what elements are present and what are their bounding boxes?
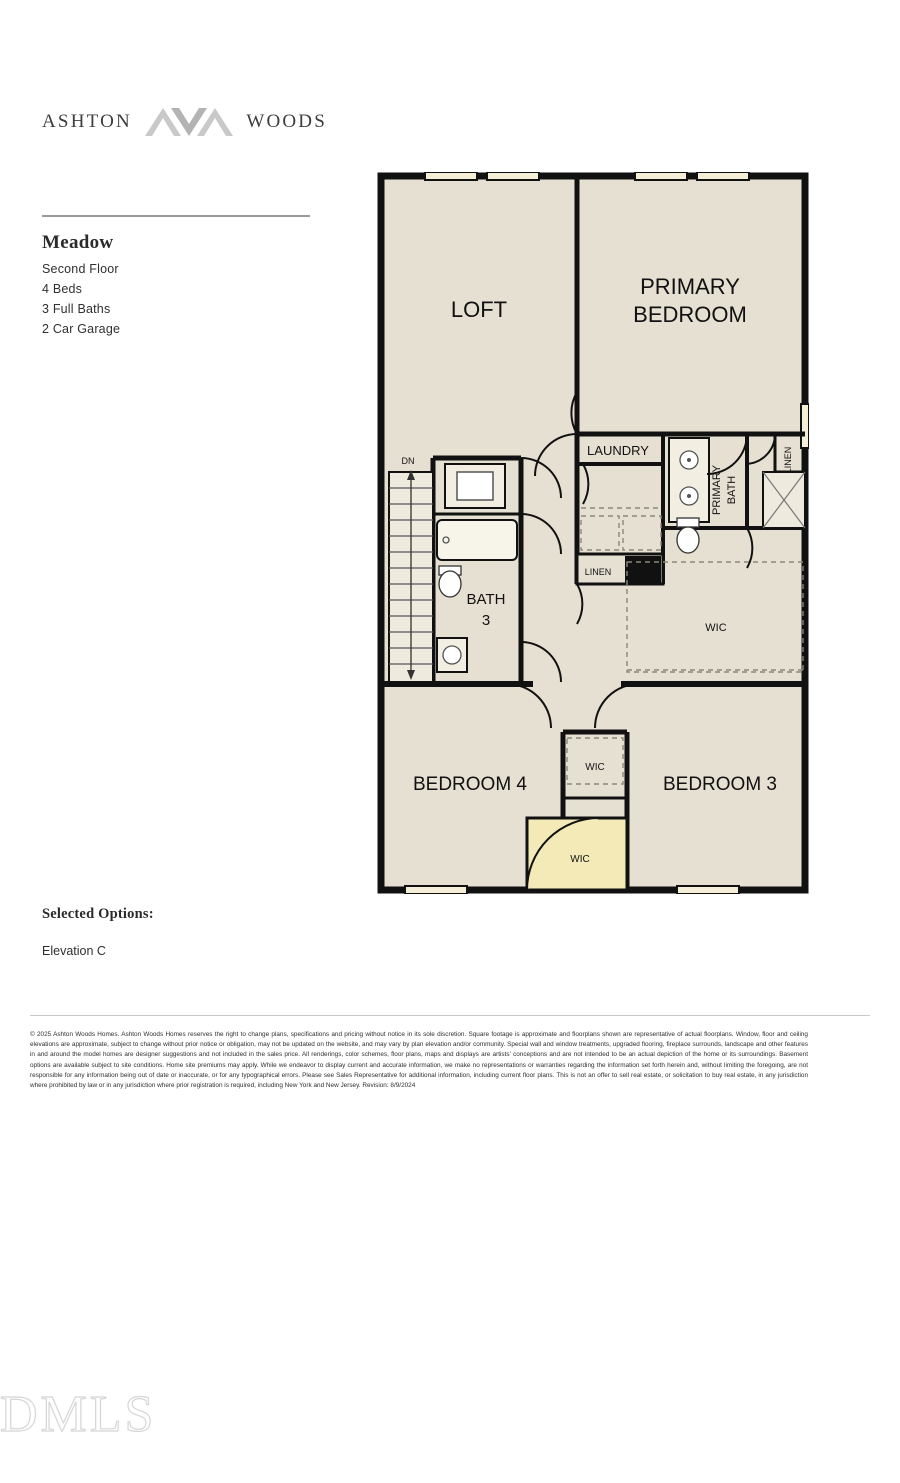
plan-baths: 3 Full Baths [42, 302, 111, 316]
room-label-laundry: LAUNDRY [587, 443, 649, 458]
room-label-primary: PRIMARY [640, 274, 740, 299]
plan-floor: Second Floor [42, 262, 119, 276]
room-label-bath3: BATH [466, 591, 506, 608]
brand-left-word: ASHTON [42, 111, 132, 132]
room-label-primary-bath-2: BATH [726, 475, 738, 505]
selected-options-title: Selected Options: [42, 906, 154, 922]
room-label-bedroom4: BEDROOM 4 [412, 774, 528, 795]
room-label-wic-lower: WIC [570, 854, 590, 865]
room-label-wic-primary: WIC [705, 622, 727, 634]
plan-info [42, 232, 342, 342]
divider-rule [42, 215, 310, 217]
label-dn: DN [401, 456, 415, 466]
footer-divider [30, 1015, 870, 1016]
room-label-primary-bedroom: BEDROOM [633, 302, 747, 327]
room-label-bedroom3: BEDROOM 3 [662, 774, 778, 795]
room-label-bath3-num: 3 [481, 612, 491, 629]
aw-monogram-icon [141, 102, 237, 142]
stairs [389, 470, 433, 684]
room-label-loft: LOFT [450, 297, 508, 322]
plan-beds: 4 Beds [42, 282, 83, 296]
watermark: DMLS [0, 1386, 157, 1443]
room-label-linen-upper: LINEN [783, 446, 793, 474]
selected-option-item: Elevation C [42, 944, 106, 958]
floorplan-diagram [377, 172, 809, 894]
room-label-wic-upper: WIC [585, 762, 605, 773]
room-label-linen-lower: LINEN [584, 567, 612, 577]
brand-logo [42, 100, 327, 144]
plan-garage: 2 Car Garage [42, 322, 121, 336]
page-title: Meadow [42, 232, 114, 253]
legal-disclaimer: © 2025 Ashton Woods Homes. Ashton Woods Homes reserves the right to change plans, specifications and pricing without notice in its sole discretion. Square footage is approximate and floorplans shown are representative of actual floorplans. Window, floor and ceiling elevations are approximate, subject to change without prior notice or obligation, may not be updated on the website, and may vary by plan elevation and/or community. Special wall and window treatments, upgraded flooring, fireplace surrounds, landscape and other features in and around the model homes are designer suggestions and not included in the sales price. All renderings, color schemes, floor plans, maps and displays are artists' conceptions and are not intended to be an actual depiction of the home or its surroundings. Basement options are available subject to site conditions. Home site premiums may apply. While we endeavor to display current and accurate information, we make no representations or warranties regarding the information set forth herein and, without limiting the foregoing, are not responsible for any information being out of date or inaccurate, or for any typographical errors. Please see Sales Representative for additional information, including current floor plans. This is not an offer to sell real estate, or solicitation to buy real estate, in any jurisdiction where prohibited by law or in any jurisdiction where prior registration is required, including New York and New Jersey. Revision: 8/9/2024 [30, 1031, 808, 1090]
room-label-primary-bath: PRIMARY [711, 465, 723, 515]
brand-right-word: WOODS [246, 111, 327, 132]
